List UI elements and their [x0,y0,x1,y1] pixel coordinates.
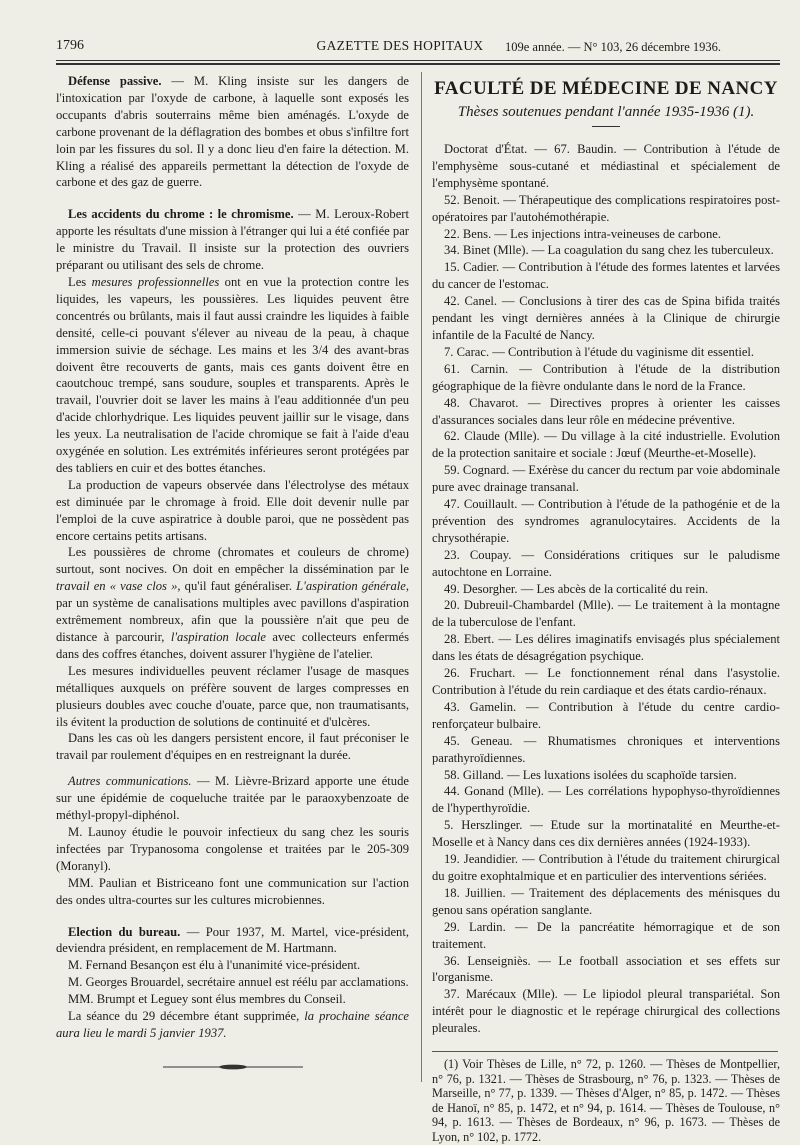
text-poussieres-c: , par un système de canalisations multiples avec pavillons d'aspiration extrêmement nombreux, afin que la poussière n'ait que peu de distance à parcourir, [56,579,409,644]
faculty-subtitle: Thèses soutenues pendant l'année 1935-1936 (1). [457,104,755,120]
thesis-entry: 37. Marécaux (Mlle). — Le lipiodol pleural transpariétal. Son intérêt pour le diagnostic et le repérage chirurgical des collections pleurales. [432,987,780,1036]
thesis-entry: 43. Gamelin. — Contribution à l'étude du centre cardio-renforçateur bulbaire. [432,699,780,731]
header-rule [56,60,780,61]
text-mesures-em: mesures professionnelles [91,274,220,289]
page-number: 1796 [56,38,84,53]
thesis-entry: 5. Herszlinger. — Etude sur la mortinatalité en Meurthe-et-Moselle et à Nancy dans ces dix dernières années (1924-1933). [432,818,780,850]
thesis-entry: 44. Gonand (Mlle). — Les corrélations hypophyso-thyroïdiennes de l'hyperthyroïdie. [432,784,780,816]
column-divider [421,72,422,1082]
paragraph-vapeurs: La production de vapeurs observée dans l'électrolyse des métaux est diminuée par le chromage à froid. Elle doit devenir nulle par l'emploi de la cuve aspiratrice à double paroi, que ne possèdent pas encore certains petits artisans. [56,477,409,543]
paragraph-election [56,924,409,958]
footnote: (1) Voir Thèses de Lille, n° 72, p. 1260. — Thèses de Montpellier, n° 76, p. 1321. — Thèses de Strasbourg, n° 76, p. 1323. — Thèses de Marseille, n° 77, p. 1339. — Thèses d'Alger, n° 85, p. 1472. — Thèses de Hanoï, n° 85, p. 1472, et n° 94, p. 1614. — Thèses de Toulouse, n° 94, p. 1613. — Thèses de Bordeaux, n° 96, p. 1673. — Thèses de Lyon, n° 102, p. 1772. [432,1057,780,1144]
thesis-entry: 7. Carac. — Contribution à l'étude du vaginisme dit essentiel. [444,344,755,359]
thesis-list [432,192,780,1037]
faculty-title: FACULTÉ DE MÉDECINE DE NANCY [434,78,778,99]
text-seance-a: La séance du 29 décembre étant supprimée, [68,1009,305,1024]
footnote-rule [432,1051,778,1052]
thesis-entry: 42. Canel. — Conclusions à tirer des cas de Spina bifida traités pendant les vingt dernières années à la Clinique de chirurgie infantile de la Faculté de Nancy. [432,294,780,342]
paragraph-equipes: Dans les cas où les dangers persistent encore, il faut préconiser le travail par roulement d'équipes en en restreignant la durée. [56,731,409,763]
title-rule [592,126,620,127]
paragraph-autres [56,773,409,824]
text-poussieres-em1: travail en « vase clos » [56,579,178,594]
heading-defense: Défense passive. [68,74,162,88]
thesis-entry: 26. Fruchart. — Le fonctionnement rénal dans l'asystolie. Contribution à l'étude du rein cardiaque et des états cardio-rénaux. [432,666,780,697]
thesis-entry: 59. Cognard. — Exérèse du cancer du rectum par voie abdominale pure avec drainage transanal. [432,463,780,495]
thesis-entry: 36. Lenseigniès. — Le football association et ses effets sur l'organisme. [432,953,780,985]
paragraph-seance [56,1008,409,1042]
text-poussieres-a: Les poussières de chrome (chromates et couleurs de chrome) surtout, sont nocives. On doit en empêcher la dissémination par le [56,545,409,577]
text-defense: — M. Kling insiste sur les dangers de l'intoxication par l'oxyde de carbone, à laquelle sont exposés les occupants d'abris souterrains même bien aménagés. L'oxyde de carbone provenant de la déflagration des bombes et obus s'infiltre fort loin par les fissures du sol. Il y a donc lieu d'en faire la détection. M. Kling a réalisé des appareils permettant la détection de l'oxyde de carbone et des gaz de guerre. [56,74,410,190]
paragraph-mesures [56,274,409,477]
paragraph-besancon: M. Fernand Besançon est élu à l'unanimité vice-président. [68,958,361,973]
heading-election: Election du bureau. [68,924,181,939]
thesis-entry: 29. Lardin. — De la pancréatite hémorragique et de son traitement. [432,919,780,951]
thesis-entry: 47. Couillault. — Contribution à l'étude de la pathogénie et de la prévention des syndromes agranulocytaires. Accidents de la chrysothérapie. [432,497,780,545]
thesis-entry: 49. Desorgher. — Les abcès de la corticalité du rein. [444,581,709,596]
thesis-entry: 45. Geneau. — Rhumatismes chroniques et interventions parathyroïdiennes. [432,733,780,765]
thesis-entry: 48. Chavarot. — Directives propres à orienter les caisses d'assurances sociales dans leur rôle en médecine préventive. [432,395,780,427]
text-poussieres-em3: l'aspiration locale [170,630,267,644]
paragraph-launoy: M. Launoy étudie le pouvoir infectieux du sang chez les souris infectées par Trypanosoma congolense et traitées par le 205-309 (Moranyl). [56,824,409,873]
thesis-entry: 15. Cadier. — Contribution à l'étude des formes latentes et larvées du cancer de l'estomac. [432,260,780,292]
thesis-entry: 28. Ebert. — Les délires imaginatifs envisagés plus spécialement dans les états de désagrégation psychique. [432,632,780,664]
right-column [432,73,780,1145]
end-ornament-icon [163,1064,303,1070]
thesis-entry: 22. Bens. — Les injections intra-veineuses de carbone. [444,226,721,241]
paragraph-defense [56,73,409,191]
heading-chrome: Les accidents du chrome : le chromisme. [68,207,294,222]
paragraph-poussieres [56,544,409,662]
thesis-entry: 61. Carnin. — Contribution à l'étude de la distribution géographique de la fièvre ondulante dans le nord de la France. [432,361,780,393]
paragraph-chrome [56,206,409,274]
text-poussieres-b: , qu'il faut généraliser. [177,579,297,594]
thesis-entry: 34. Binet (Mlle). — La coagulation du sang chez les tuberculeux. [444,243,774,258]
paragraph-brumpt: MM. Brumpt et Leguey sont élus membres du Conseil. [68,992,346,1007]
text-mesures-a: Les [68,274,92,289]
header-rule-thick [56,63,780,65]
text-autres: — M. Lièvre-Brizard apporte une étude sur une épidémie de coqueluche traitée par le paraoxybenzoate de méthyl-propyl-diphénol. [56,774,409,823]
paragraph-brouardel: M. Georges Brouardel, secrétaire annuel est réélu par acclamations. [68,975,409,990]
thesis-entry: 58. Gilland. — Les luxations isolées du scaphoïde tarsien. [444,767,737,782]
thesis-entry: 62. Claude (Mlle). — Du village à la cité industrielle. Evolution de la protection sanitaire et sociale : Jœuf (Meurthe-et-Moselle). [432,429,780,461]
issue-info: 109e année. — N° 103, 26 décembre 1936. [505,40,722,54]
thesis-entry: 52. Benoit. — Thérapeutique des complications respiratoires post-opératoires par l'autohémothérapie. [432,192,780,224]
thesis-intro: Doctorat d'État. — 67. Baudin. — Contribution à l'étude de l'emphysème sous-cutané et médiastinal et spécialement de l'emphysème spontané. [432,142,780,190]
thesis-entry: 23. Coupay. — Considérations critiques sur le paludisme autochtone en Lorraine. [432,547,780,579]
left-column [56,73,409,1070]
thesis-entry: 19. Jeandidier. — Contribution à l'étude du traitement chirurgical du goitre exophtalmique et en particulier des interventions sériées. [432,852,780,883]
thesis-entry: 18. Juillien. — Traitement des déplacements des ménisques du genou sans opération sanglante. [432,885,780,917]
paragraph-paulian: MM. Paulian et Bistriceano font une communication sur l'action des ondes ultra-courtes sur les cultures microbiennes. [56,875,409,907]
text-chrome: — M. Leroux-Robert apporte les résultats d'une mission à l'étranger qui lui a été confiée par le ministre du Travail. Il insiste sur la protection des ouvriers préparant ou utilisant des sels de chrome. [56,207,409,273]
running-title: GAZETTE DES HOPITAUX [316,38,484,53]
text-mesures-b: ont en vue la protection contre les liquides, les vapeurs, les poussières. Les liquides peuvent être concentrés ou brûlants, mais il faut aussi craindre les liquides à faible densité, celle-ci pouvant s'élever au niveau de la peau, à chaque immersion suivie de séchage. Les mains et les 3/4 des avant-bras doivent être recouverts de gants, mais ces gants doivent être en caoutchouc trempé, sans soudure, souples et transparents. Après le travail, l'ouvrier doit se laver les mains à l'eau additionnée d'un peu d'acide chlorhydrique. Les liquides peuvent jaillir sur le visage, dans les yeux. La neutralisation de l'acide chromique se fait à l'aide d'eau oxygénée en solution. Les extrémités inférieures seront protégées par des tabliers en cuir et des bottes étanches. [56,274,409,475]
text-seance-em: la prochaine séance aura lieu le mardi 5 janvier 1937. [56,1009,410,1040]
text-poussieres-d: avec collecteurs enfermés dans des coffres étanches, doivent assurer l'hygiène de l'atelier. [56,630,409,661]
thesis-entry: 20. Dubreuil-Chambardel (Mlle). — Le traitement à la montagne de la tuberculose de l'enfant. [432,598,780,630]
text-poussieres-em2: L'aspiration générale [296,579,406,594]
text-election: — Pour 1937, M. Martel, vice-président, deviendra président, en remplacement de M. Hartmann. [56,924,410,956]
heading-autres: Autres communications. [68,774,192,789]
paragraph-individuelles: Les mesures individuelles peuvent réclamer l'usage de masques métalliques auxquels on préfère souvent de larges compresses en plusieurs doubles avec couche d'ouate, parce que, non traumatisants, ils évitent la production de solutions de continuité et d'ulcères. [56,663,409,729]
